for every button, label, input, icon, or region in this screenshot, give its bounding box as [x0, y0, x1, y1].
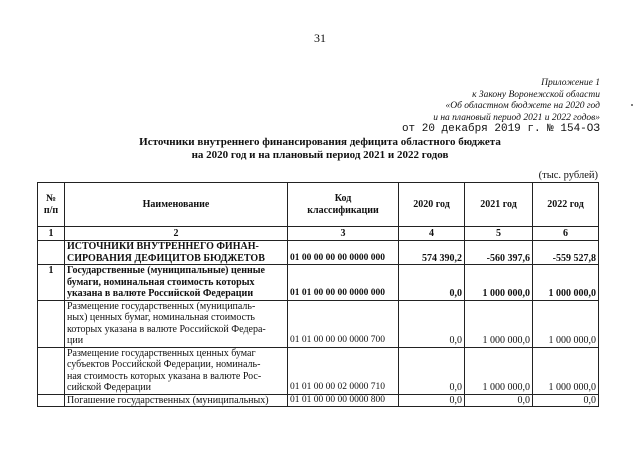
- document-title: [0, 136, 640, 161]
- financing-sources-table: [37, 182, 599, 407]
- row-name: [65, 347, 288, 394]
- row-number: [38, 394, 65, 407]
- row-number: [38, 300, 65, 347]
- table-row: [38, 241, 599, 265]
- table-header-row: [38, 183, 599, 227]
- row-name-line: ции: [67, 335, 84, 346]
- appendix-note: [433, 78, 600, 124]
- col-number: 5: [465, 227, 533, 241]
- law-date-stamp: от 20 декабря 2019 г. № 154-ОЗ: [401, 123, 600, 135]
- row-name: [65, 394, 288, 407]
- row-code: 01 01 00 00 02 0000 710: [288, 347, 399, 394]
- unit-label: (тыс. рублей): [538, 170, 598, 181]
- column-number-row: [38, 227, 599, 241]
- row-name-line: Размещение государственных ценных бумаг: [67, 347, 256, 359]
- row-name: [65, 241, 288, 265]
- page-number: 31: [314, 31, 326, 45]
- header-code: Код классификации: [288, 183, 399, 227]
- row-name-line: указана в валюте Российской Федерации: [67, 288, 254, 299]
- row-code: 01 01 00 00 00 0000 000: [288, 265, 399, 301]
- row-y2020: 574 390,2: [399, 241, 465, 265]
- row-y2020: 0,0: [399, 347, 465, 394]
- appendix-line: Приложение 1: [541, 78, 600, 88]
- row-y2021: 1 000 000,0: [465, 265, 533, 301]
- row-name-line: ИСТОЧНИКИ ВНУТРЕННЕГО ФИНАН-: [67, 241, 259, 252]
- title-line: на 2020 год и на плановый период 2021 и 2022 годов: [191, 148, 449, 161]
- row-code: 01 01 00 00 00 0000 800: [288, 394, 399, 407]
- row-y2020: 0,0: [399, 394, 465, 407]
- table-row: [38, 394, 599, 407]
- col-number: 3: [288, 227, 399, 241]
- row-name-line: Размещение государственных (муниципаль-: [67, 300, 256, 312]
- header-num: № п/п: [38, 183, 65, 227]
- row-number: [38, 347, 65, 394]
- col-number: 1: [38, 227, 65, 241]
- header-2020: 2020 год: [399, 183, 465, 227]
- row-y2022: 1 000 000,0: [533, 300, 599, 347]
- header-name: Наименование: [65, 183, 288, 227]
- row-name-line: СИРОВАНИЯ ДЕФИЦИТОВ БЮДЖЕТОВ: [67, 252, 265, 264]
- row-name: [65, 265, 288, 301]
- header-2021: 2021 год: [465, 183, 533, 227]
- row-name-line: субъектов Российской Федерации, номиналь-: [67, 359, 261, 370]
- header-2022: 2022 год: [533, 183, 599, 227]
- row-number: [38, 241, 65, 265]
- row-name-line: Государственные (муниципальные) ценные: [67, 265, 265, 276]
- row-name-line: Погашение государственных (муниципальных): [67, 394, 269, 406]
- col-number: 4: [399, 227, 465, 241]
- title-line: Источники внутреннего финансирования дефицита областного бюджета: [139, 136, 501, 148]
- row-y2021: 0,0: [465, 394, 533, 407]
- row-name-line: ная стоимость которых указана в валюте Рос-: [67, 370, 262, 382]
- row-y2021: -560 397,6: [465, 241, 533, 265]
- row-name-line: которых указана в валюте Российской Федера-: [67, 323, 266, 335]
- row-y2021: 1 000 000,0: [465, 347, 533, 394]
- appendix-line: и на плановый период 2021 и 2022 годов»: [433, 112, 600, 123]
- row-y2022: -559 527,8: [533, 241, 599, 265]
- col-number: 2: [65, 227, 288, 241]
- row-y2022: 1 000 000,0: [533, 265, 599, 301]
- row-y2021: 1 000 000,0: [465, 300, 533, 347]
- row-y2020: 0,0: [399, 265, 465, 301]
- row-name-line: сийской Федерации: [67, 382, 152, 393]
- row-name-line: бумаги, номинальная стоимость которых: [67, 276, 255, 288]
- row-code: 01 00 00 00 00 0000 000: [288, 241, 399, 265]
- scan-speck: [631, 104, 633, 106]
- col-number: 6: [533, 227, 599, 241]
- row-y2022: 0,0: [533, 394, 599, 407]
- table-row: [38, 347, 599, 394]
- row-number: 1: [38, 265, 65, 301]
- row-y2022: 1 000 000,0: [533, 347, 599, 394]
- appendix-line: к Закону Воронежской области: [472, 89, 600, 100]
- row-name: [65, 300, 288, 347]
- row-name-line: ных) ценных бумаг, номинальная стоимость: [67, 312, 255, 323]
- row-code: 01 01 00 00 00 0000 700: [288, 300, 399, 347]
- appendix-line: «Об областном бюджете на 2020 год: [445, 101, 600, 111]
- table-row: [38, 300, 599, 347]
- row-y2020: 0,0: [399, 300, 465, 347]
- table-row: [38, 265, 599, 301]
